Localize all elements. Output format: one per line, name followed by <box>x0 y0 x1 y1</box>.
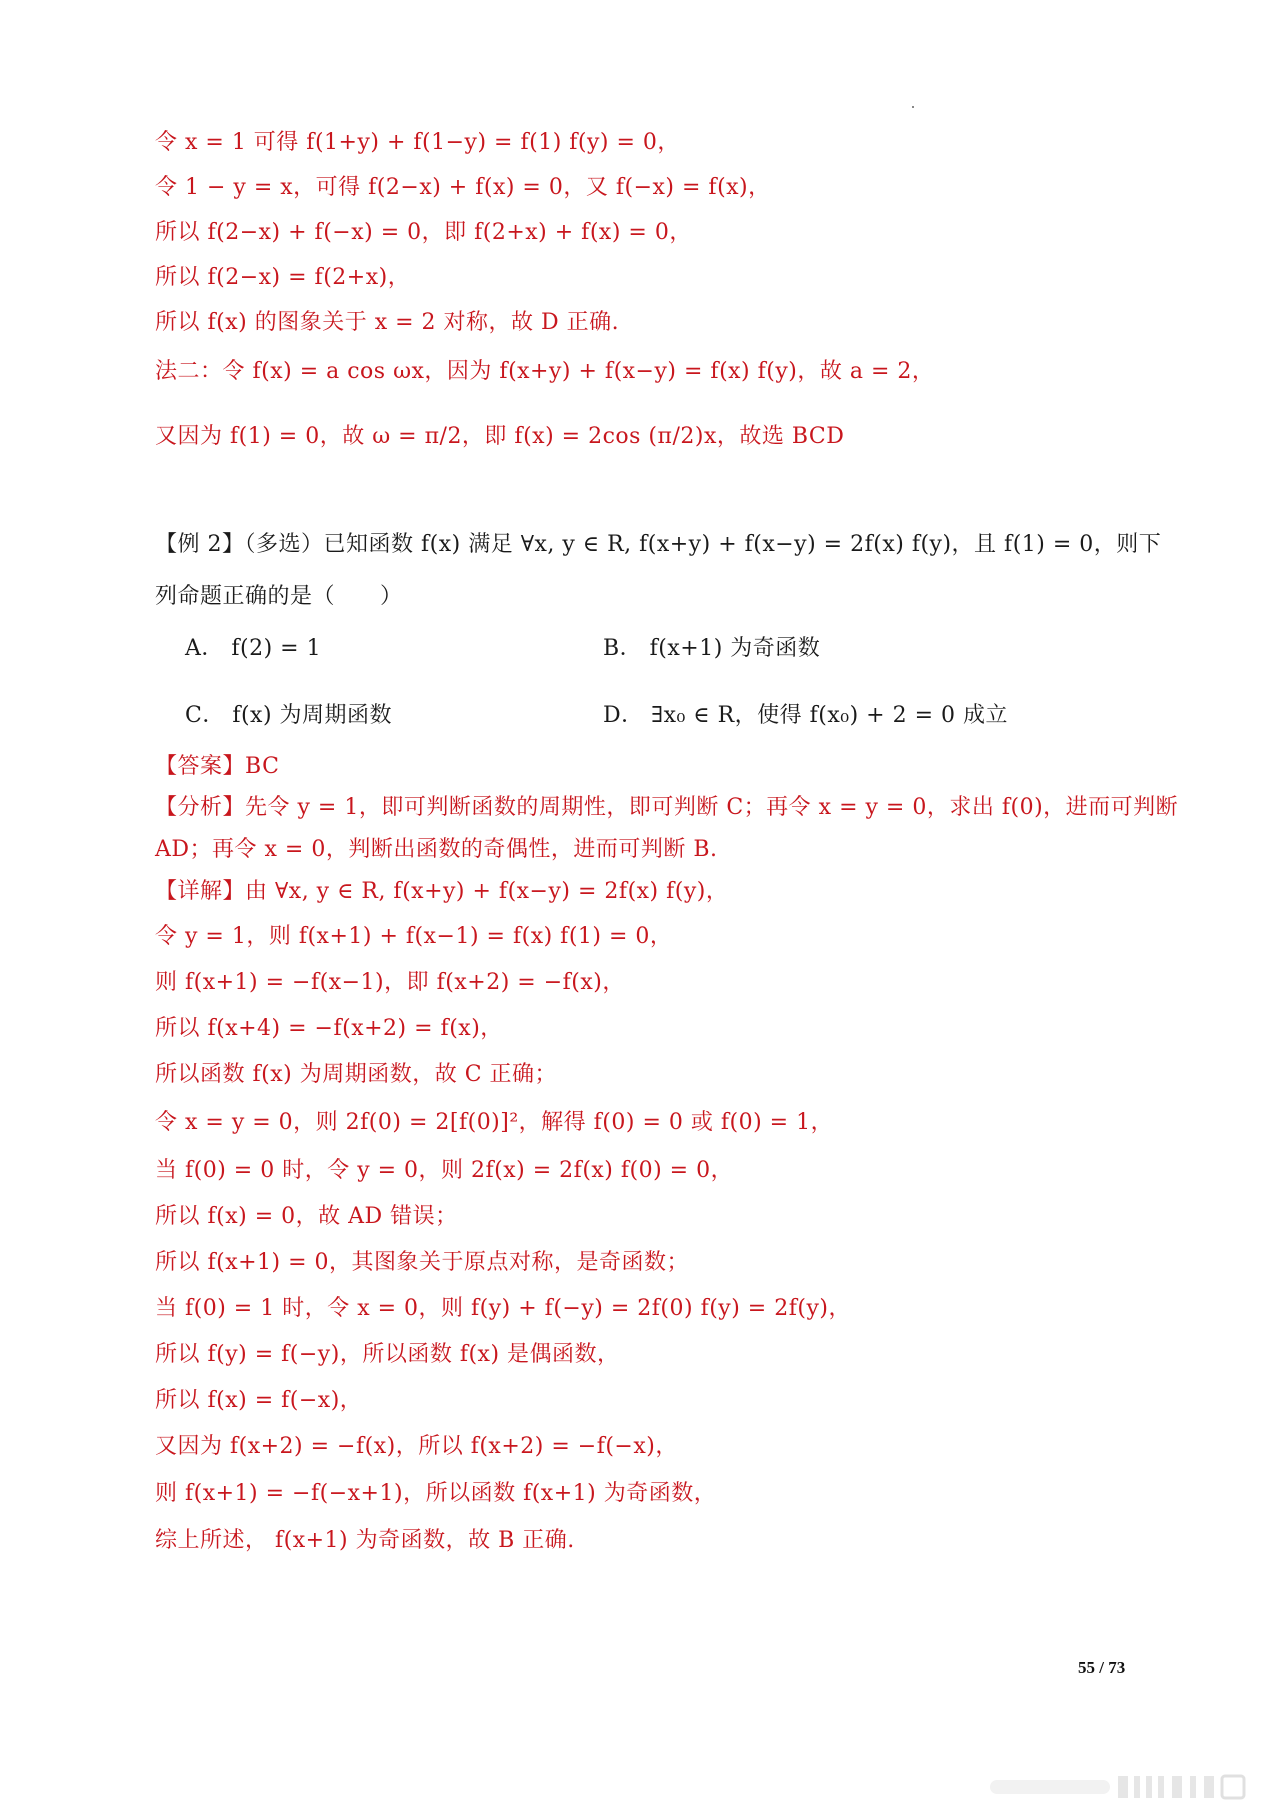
detail-line-12: 又因为 f(x+2) = −f(x)，所以 f(x+2) = −f(−x)， <box>155 1434 678 1459</box>
page-number: 55 / 73 <box>1078 1658 1126 1677</box>
answer-text: BC <box>245 754 280 779</box>
solution-line-3: 所以 f(2−x) + f(−x) = 0，即 f(2+x) + f(x) = 0， <box>155 220 692 245</box>
solution-line-4: 所以 f(2−x) = f(2+x)， <box>155 265 411 290</box>
detail-line-5: 令 x = y = 0，则 2f(0) = 2[f(0)]²，解得 f(0) = 0 或 f(0) = 1， <box>155 1110 834 1135</box>
analysis-text-1: 先令 y = 1，即可判断函数的周期性，即可判断 C；再令 x = y = 0，求出 f(0)，进而可判断 <box>245 795 1179 820</box>
detail-line-10: 所以 f(y) = f(−y)，所以函数 f(x) 是偶函数， <box>155 1342 620 1367</box>
detail-line-1: 令 y = 1，则 f(x+1) + f(x−1) = f(x) f(1) = 0， <box>155 924 673 949</box>
scan-dot <box>912 106 914 108</box>
method-two-line-1: 法二：令 f(x) = a cos ωx，因为 f(x+y) + f(x−y) = f(x) f(y)，故 a = 2， <box>155 359 935 384</box>
detail-line-2: 则 f(x+1) = −f(x−1)，即 f(x+2) = −f(x)， <box>155 970 625 995</box>
solution-line-1: 令 x = 1 可得 f(1+y) + f(1−y) = f(1) f(y) = 0， <box>155 130 680 155</box>
example-2-question: （多选）已知函数 f(x) 满足 ∀x, y ∈ R, f(x+y) + f(x−y) = 2f(x) f(y)，且 f(1) = 0，则下 <box>244 532 1162 557</box>
detail-first: 由 ∀x, y ∈ R, f(x+y) + f(x−y) = 2f(x) f(y)， <box>245 879 729 904</box>
detail-line-13: 则 f(x+1) = −f(−x+1)，所以函数 f(x+1) 为奇函数， <box>155 1481 717 1506</box>
detail-line-6: 当 f(0) = 0 时，令 y = 0，则 2f(x) = 2f(x) f(0) = 0， <box>155 1158 734 1183</box>
detail-line-11: 所以 f(x) = f(−x)， <box>155 1388 363 1413</box>
answer-line <box>155 752 279 782</box>
solution-line-5: 所以 f(x) 的图象关于 x = 2 对称，故 D 正确. <box>155 310 620 335</box>
analysis-line-2: AD；再令 x = 0，判断出函数的奇偶性，进而可判断 B. <box>155 837 718 862</box>
detail-line-14: 综上所述， f(x+1) 为奇函数，故 B 正确. <box>155 1528 575 1553</box>
option-d: D． ∃x₀ ∈ R，使得 f(x₀) + 2 = 0 成立 <box>603 703 1008 728</box>
detail-tag: 【详解】 <box>155 879 246 904</box>
option-c: C． f(x) 为周期函数 <box>185 703 393 728</box>
detail-line-4: 所以函数 f(x) 为周期函数，故 C 正确； <box>155 1062 558 1087</box>
example-2-line-2: 列命题正确的是（ ） <box>155 584 403 609</box>
solution-line-2: 令 1 − y = x，可得 f(2−x) + f(x) = 0，又 f(−x) = f(x)， <box>155 175 771 200</box>
example-2-tag: 【例 2】 <box>155 532 245 557</box>
watermark-logo <box>990 1772 1258 1802</box>
option-b: B． f(x+1) 为奇函数 <box>603 636 821 661</box>
answer-tag: 【答案】 <box>155 754 246 779</box>
detail-line-9: 当 f(0) = 1 时，令 x = 0，则 f(y) + f(−y) = 2f(0) f(y) = 2f(y)， <box>155 1296 851 1321</box>
method-two-line-2: 又因为 f(1) = 0，故 ω = π/2，即 f(x) = 2cos (π/2)x，故选 BCD <box>155 424 845 449</box>
analysis-line-1 <box>155 793 1178 823</box>
detail-line-7: 所以 f(x) = 0，故 AD 错误； <box>155 1204 458 1229</box>
option-a: A． f(2) = 1 <box>185 636 322 661</box>
analysis-tag: 【分析】 <box>155 795 246 820</box>
detail-line-8: 所以 f(x+1) = 0，其图象关于原点对称，是奇函数； <box>155 1250 690 1275</box>
detail-line-3: 所以 f(x+4) = −f(x+2) = f(x)， <box>155 1016 503 1041</box>
detail-line-0 <box>155 877 728 907</box>
example-2-line-1 <box>155 530 1161 560</box>
